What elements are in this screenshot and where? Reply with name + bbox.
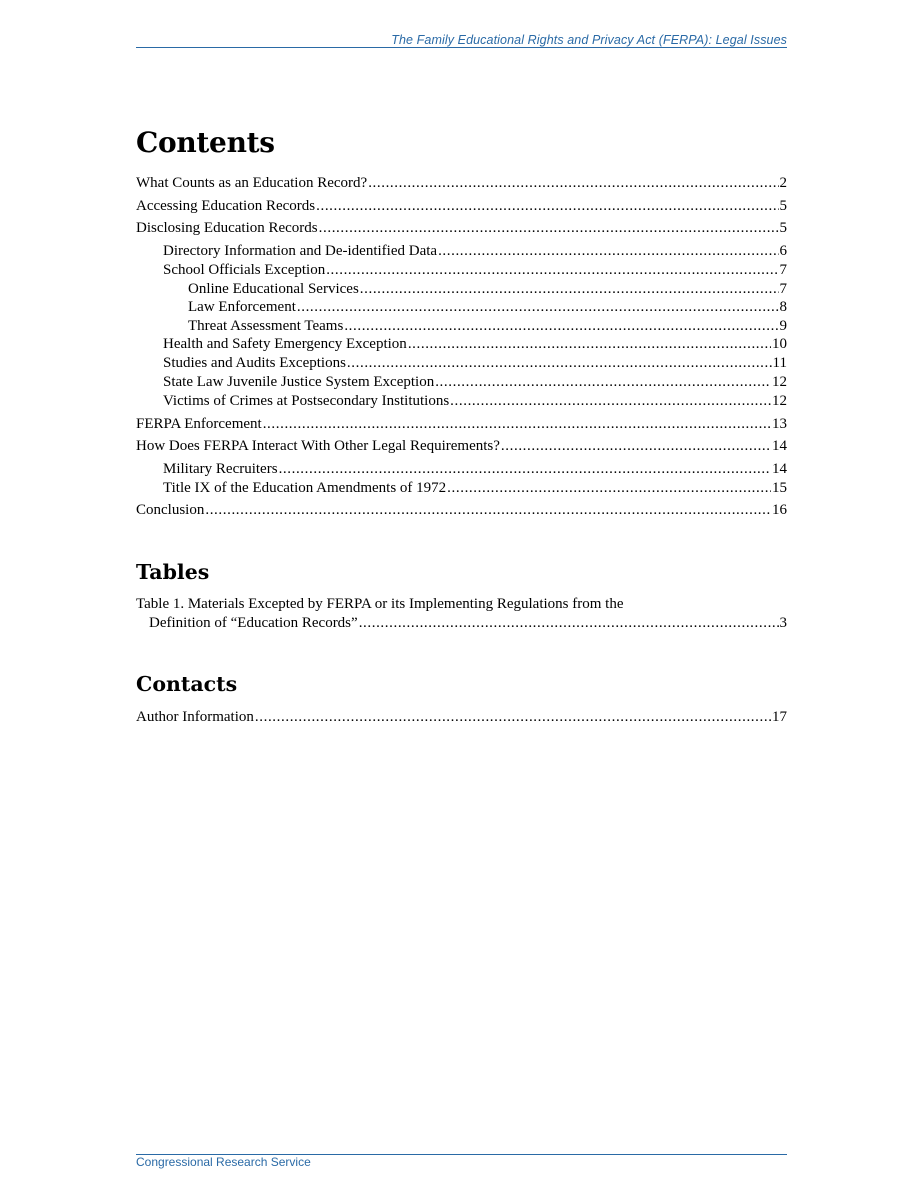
dot-leader [435, 373, 771, 392]
toc-entry-page: 12 [772, 393, 787, 410]
toc-entry[interactable] [136, 373, 787, 392]
toc-entry-title: Accessing Education Records [136, 197, 316, 214]
toc-entry[interactable] [136, 197, 787, 216]
contents-heading: Contents [136, 126, 275, 159]
toc-entry-page: 10 [772, 336, 787, 353]
toc-entry-title: Title IX of the Education Amendments of 1972 [163, 479, 447, 496]
toc-entry-title: Health and Safety Emergency Exception [163, 336, 407, 353]
toc-entry-page: 13 [772, 415, 787, 432]
toc-entry-page: 8 [779, 299, 787, 316]
toc-entry-title: Disclosing Education Records [136, 220, 318, 236]
dot-leader [359, 614, 779, 633]
toc-entry[interactable] [136, 354, 787, 373]
table-entry-page: 3 [779, 615, 787, 631]
toc-entry-page: 7 [779, 261, 787, 278]
table-entry-title-line1: Table 1. Materials Excepted by FERPA or its Implementing Regulations from the [136, 596, 624, 612]
toc-entry-page: 5 [779, 197, 787, 214]
toc-entry[interactable] [136, 501, 787, 520]
toc-entry-title: What Counts as an Education Record? [136, 175, 368, 191]
toc-entry-title: FERPA Enforcement [136, 415, 262, 432]
toc-entry[interactable] [136, 437, 787, 456]
dot-leader [263, 415, 771, 434]
table-entry-title-line2: Definition of “Education Records” [149, 615, 358, 631]
toc-entry-title: Law Enforcement [188, 299, 296, 316]
toc-entry-page: 14 [772, 460, 787, 477]
toc-entry-page: 15 [772, 479, 787, 496]
toc-entry-title: School Officials Exception [163, 261, 326, 278]
toc-entry-title: Victims of Crimes at Postsecondary Institutions [163, 393, 450, 410]
toc-entry-title: Threat Assessment Teams [188, 317, 344, 334]
dot-leader [408, 335, 771, 354]
toc-entry[interactable] [136, 392, 787, 411]
toc-entry[interactable] [136, 317, 787, 336]
dot-leader [501, 437, 771, 456]
contacts-heading: Contacts [136, 672, 238, 696]
table-entry-line2 [136, 614, 787, 633]
dot-leader [347, 354, 772, 373]
contents-list [136, 174, 787, 520]
toc-entry[interactable] [136, 460, 787, 479]
toc-entry[interactable] [136, 415, 787, 434]
toc-entry-page: 6 [779, 242, 787, 259]
toc-entry-title: How Does FERPA Interact With Other Legal Requirements? [136, 438, 500, 455]
toc-entry-page: 5 [779, 220, 787, 236]
dot-leader [205, 501, 771, 520]
toc-entry-page: 9 [779, 317, 787, 334]
contact-entry-page: 17 [772, 709, 787, 725]
tables-heading: Tables [136, 560, 210, 584]
dot-leader [447, 479, 771, 498]
toc-entry[interactable] [136, 219, 787, 238]
toc-entry[interactable] [136, 242, 787, 261]
toc-entry-page: 7 [779, 280, 787, 297]
toc-entry-title: Conclusion [136, 502, 205, 519]
toc-entry-title: Military Recruiters [163, 460, 278, 477]
dot-leader [344, 317, 778, 336]
toc-entry[interactable] [136, 261, 787, 280]
contacts-list [136, 708, 787, 727]
toc-entry-title: State Law Juvenile Justice System Exception [163, 374, 435, 391]
toc-entry-title: Online Educational Services [188, 280, 359, 297]
toc-entry[interactable] [136, 479, 787, 498]
contact-entry[interactable] [136, 708, 787, 727]
dot-leader [438, 242, 778, 261]
toc-entry[interactable] [136, 298, 787, 317]
toc-entry-page: 2 [779, 175, 787, 191]
dot-leader [297, 298, 779, 317]
toc-entry-page: 14 [772, 438, 787, 455]
running-header-title: The Family Educational Rights and Privacy Act (FERPA): Legal Issues [391, 33, 787, 47]
dot-leader [319, 219, 779, 238]
toc-entry[interactable] [136, 335, 787, 354]
tables-list [136, 595, 787, 633]
footer-organization: Congressional Research Service [136, 1155, 311, 1169]
toc-entry-title: Directory Information and De-identified Data [163, 242, 438, 259]
toc-entry-page: 12 [772, 374, 787, 391]
dot-leader [316, 197, 778, 216]
dot-leader [255, 708, 771, 727]
dot-leader [368, 174, 778, 193]
dot-leader [279, 460, 771, 479]
dot-leader [450, 392, 771, 411]
toc-entry-page: 16 [772, 502, 787, 519]
dot-leader [326, 261, 778, 280]
toc-entry-title: Studies and Audits Exceptions [163, 355, 346, 372]
dot-leader [360, 280, 779, 299]
toc-entry[interactable] [136, 280, 787, 299]
toc-entry-page: 11 [772, 355, 787, 372]
toc-entry[interactable] [136, 174, 787, 193]
contact-entry-title: Author Information [136, 709, 254, 725]
header-rule [136, 47, 787, 48]
table-entry[interactable] [136, 595, 787, 633]
